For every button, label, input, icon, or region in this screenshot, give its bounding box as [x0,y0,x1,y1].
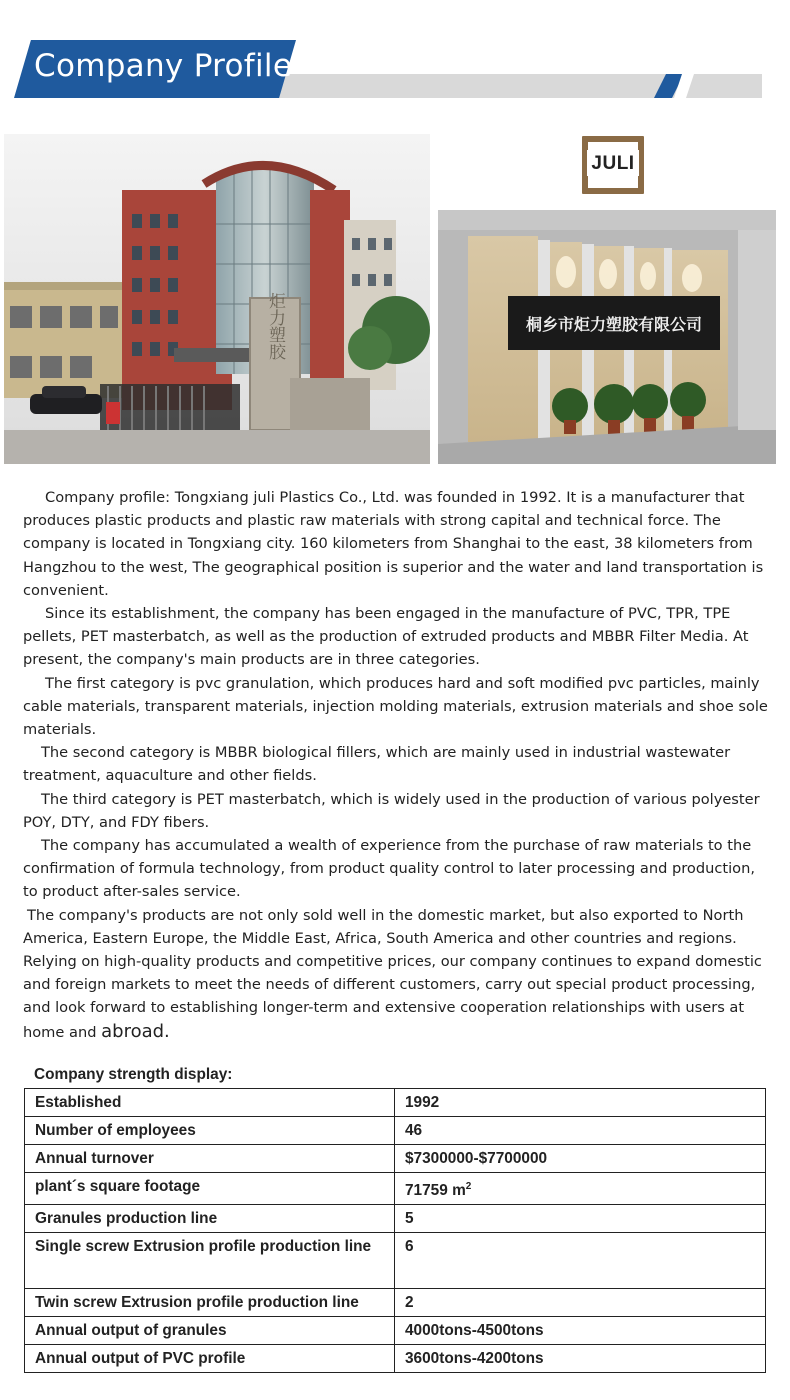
profile-paragraph-text: The company's products are not only sold well in the domestic market, but also exported to North America, Eastern Europe, the Middle East, Africa, South America and other countries and regions. Relying on high-quality products and competitive prices, our company continues to expand domestic and foreign markets to meet the needs of different customers, carry out special product processing, and look forward to establishing longer-term and extensive cooperation relationships with users at home and [23,906,762,1041]
table-row [25,1345,766,1373]
profile-paragraph: Since its establishment, the company has been engaged in the manufacture of PVC, TPR, TPE pellets, PET masterbatch, as well as the production of extruded products and MBBR Filter Media. At present, the company's main products are in three categories. [23,605,749,669]
row-value: 2 [395,1289,766,1317]
header-banner [0,38,790,100]
profile-paragraph-last [23,904,773,1044]
table-row [25,1145,766,1173]
row-label: Single screw Extrusion profile production line [25,1233,395,1289]
juli-logo [582,136,644,194]
profile-paragraph: The company has accumulated a wealth of experience from the purchase of raw materials to the confirmation of formula technology, from product quality control to later processing and production, to product after-sales service. [23,837,755,901]
row-value: 71759 m [405,1182,466,1200]
profile-paragraph: Company profile: Tongxiang juli Plastics Co., Ltd. was founded in 1992. It is a manufacturer that produces plastic products and plastic raw materials with strong capital and technical force. The company is located in Tongxiang city. 160 kilometers from Shanghai to the east, 38 kilometers from Hangzhou to the west, The geographical position is superior and the water and land transportation is convenient. [23,489,764,599]
lobby-sign-text: 桐乡市炬力塑胶有限公司 [525,315,703,334]
strength-caption: Company strength display: [34,1066,233,1083]
table-row [25,1173,766,1205]
table-row [25,1089,766,1117]
table-row [25,1317,766,1345]
building-sign-text: 炬力塑胶 [265,292,285,360]
table-row [25,1117,766,1145]
profile-last-word: abroad. [101,1020,170,1042]
row-label: Twin screw Extrusion profile production line [25,1289,395,1317]
row-label: Number of employees [25,1117,395,1145]
row-label: Annual output of granules [25,1317,395,1345]
row-value: 46 [395,1117,766,1145]
row-label: Annual output of PVC profile [25,1345,395,1373]
row-label: Established [25,1089,395,1117]
company-profile-text [23,486,773,1044]
strength-table [24,1088,766,1373]
unit-superscript: 2 [465,1181,472,1192]
row-value: 3600tons-4200tons [395,1345,766,1373]
building-photo [4,134,430,464]
row-value: 6 [395,1233,766,1289]
row-value: 1992 [395,1089,766,1117]
page-title: Company Profile [34,48,293,84]
logo-text: JULI [591,153,635,174]
table-row [25,1289,766,1317]
row-value-area [395,1173,766,1205]
row-value: $7300000-$7700000 [395,1145,766,1173]
row-label: Granules production line [25,1205,395,1233]
row-value: 5 [395,1205,766,1233]
profile-paragraph: The third category is PET masterbatch, which is widely used in the production of various polyester POY, DTY, and FDY fibers. [23,790,760,831]
row-label: Annual turnover [25,1145,395,1173]
profile-paragraph: The first category is pvc granulation, which produces hard and soft modified pvc particles, mainly cable materials, transparent materials, injection molding materials, extrusion materials and shoe sole materials. [23,674,768,739]
profile-paragraph: The second category is MBBR biological fillers, which are mainly used in industrial wastewater treatment, aquaculture and other fields. [23,744,731,785]
row-label: plant´s square footage [25,1173,395,1205]
lobby-photo [438,210,776,464]
row-value: 4000tons-4500tons [395,1317,766,1345]
table-row [25,1205,766,1233]
table-row [25,1233,766,1289]
